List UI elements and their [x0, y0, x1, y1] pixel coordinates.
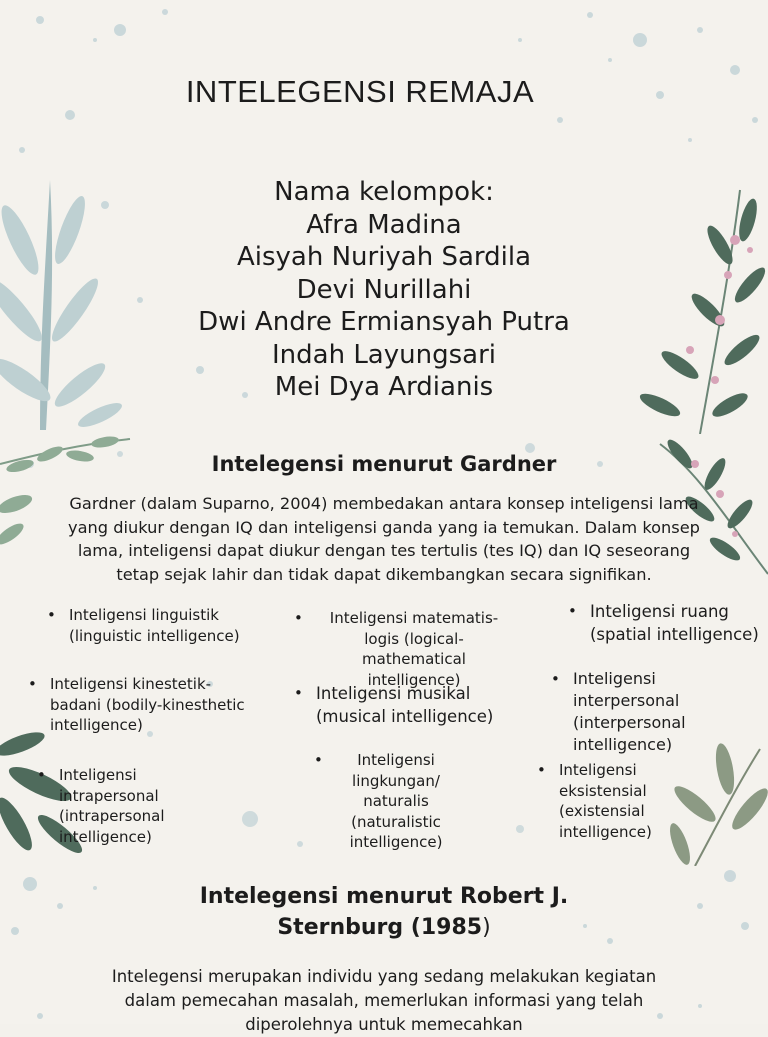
section-heading: Intelegensi menurut Gardner — [211, 452, 557, 476]
list-item-text: Inteligensi musikal (musical intelligence) — [316, 684, 494, 726]
body-paragraph: Intelegensi merupakan individu yang sedang melakukan kegiatan dalam pemecahan masalah, memerlukan informasi yang telah diperolehnya untuk memecahkan — [111, 967, 657, 1034]
slide-gardner — [0, 434, 768, 866]
list-item — [28, 674, 250, 736]
bullet: • — [537, 761, 546, 779]
bullet: • — [294, 609, 303, 627]
body-paragraph: Gardner (dalam Suparno, 2004) membedakan antara konsep inteligensi lama yang diukur dengan IQ dan inteligensi ganda yang ia temukan. Dalam konsep lama, inteligensi dapat diukur dengan tes tertulis (tes IQ) dan IQ seseorang tetap sejak lahir dan tidak dapat dikembangkan secara signifikan. — [68, 494, 700, 584]
section-heading-line — [0, 912, 768, 943]
member-name: Afra Madina — [306, 209, 462, 240]
list-item-text: Inteligensi intrapersonal (intrapersonal intelligence) — [59, 766, 165, 846]
member-name: Devi Nurillahi — [296, 274, 472, 305]
group-member-list — [0, 176, 768, 404]
member-name: Mei Dya Ardianis — [274, 372, 494, 402]
heading-text: Sternburg (1985 — [277, 915, 483, 940]
list-item — [314, 750, 456, 853]
member-name: Dwi Andre Ermiansyah Putra — [198, 307, 570, 337]
list-item-text: Inteligensi ruang (spatial intelligence) — [590, 602, 759, 644]
list-item — [568, 600, 766, 646]
heading-paren: ) — [482, 915, 491, 940]
bullet: • — [568, 602, 577, 620]
presentation-title: INTELEGENSI REMAJA — [185, 74, 535, 109]
bullet: • — [294, 684, 303, 702]
list-item — [294, 682, 506, 728]
bullet: • — [551, 670, 560, 688]
list-item — [294, 608, 512, 690]
section-heading — [0, 881, 768, 943]
list-item — [37, 765, 199, 847]
bullet: • — [314, 751, 323, 769]
list-item-text: Inteligensi kinestetik-badani (bodily-kinesthetic intelligence) — [50, 675, 245, 734]
list-item — [47, 605, 259, 646]
list-item-text: Inteligensi linguistik (linguistic intelligence) — [69, 606, 240, 645]
slide-sternburg — [0, 866, 768, 1034]
slide-title — [0, 0, 768, 434]
bullet: • — [37, 766, 46, 784]
list-item-text: Inteligensi eksistensial (existensial intelligence) — [559, 761, 652, 841]
member-name: Aisyah Nuriyah Sardila — [236, 242, 532, 272]
member-name: Indah Layungsari — [272, 339, 496, 370]
list-item-text: Inteligensi matematis-logis (logical-mathematical intelligence) — [329, 609, 499, 689]
leaf-bottom-right-icon — [665, 749, 768, 866]
list-item — [537, 760, 679, 842]
list-item-text: Inteligensi lingkungan/ naturalis (naturalistic intelligence) — [349, 751, 443, 851]
bullet: • — [28, 675, 37, 693]
section-heading-line: Intelegensi menurut Robert J. — [199, 884, 569, 909]
list-item-text: Inteligensi interpersonal (interpersonal intelligence) — [573, 669, 686, 754]
bullet: • — [47, 606, 56, 624]
group-label: Nama kelompok: — [274, 177, 494, 207]
list-item — [551, 668, 733, 756]
